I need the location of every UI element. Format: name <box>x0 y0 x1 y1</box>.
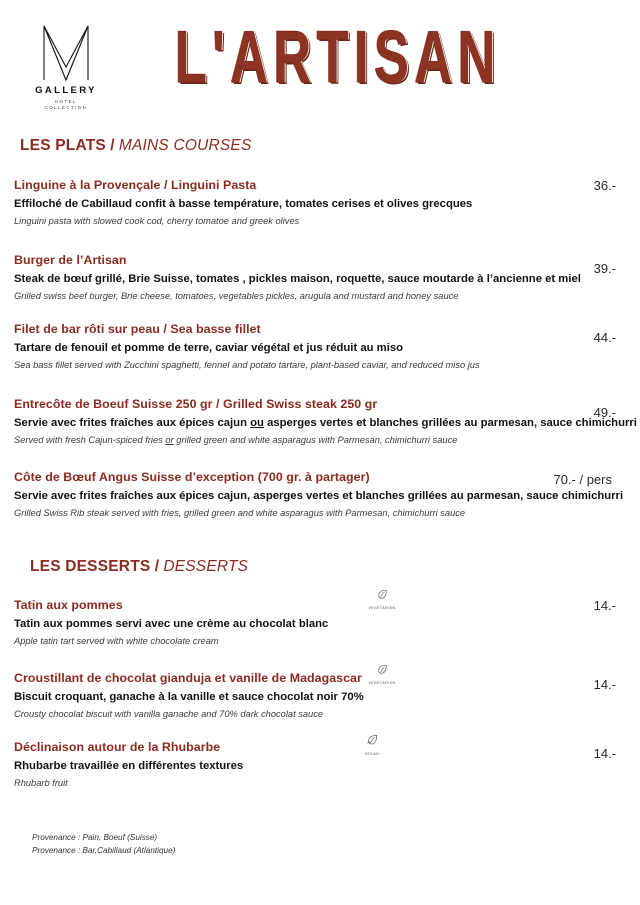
section-separator: / <box>150 558 164 575</box>
dish-description-fr-post: asperges vertes et blanches grillées au parmesan, sauce chimichurri <box>263 416 637 429</box>
provenance-line-1: Provenance : Pain, Boeuf (Suisse) <box>32 832 158 842</box>
dish-name: Filet de bar rôti sur peau / Sea basse fillet <box>14 322 261 336</box>
diet-badge-vegan <box>344 733 400 756</box>
diet-label: VEGETARIEN <box>368 681 396 685</box>
dish-description-en: Rhubarb fruit <box>14 777 68 788</box>
dish-description-fr: Rhubarbe travaillée en différentes textures <box>14 759 244 772</box>
dish-description-en: Grilled swiss beef burger, Brie cheese, tomatoes, vegetables pickles, arugula and mustard and honey sauce <box>14 290 459 301</box>
menu-item[interactable] <box>14 322 626 371</box>
logo-subline <box>30 99 102 111</box>
dish-description-fr: Servie avec frites fraîches aux épices cajun, asperges vertes et blanches grillées au parmesan, sauce chimichurri <box>14 489 624 502</box>
dish-description-fr-or: ou <box>250 416 264 429</box>
dish-description-fr: Steak de bœuf grillé, Brie Suisse, tomates , pickles maison, roquette, sauce moutarde à l’ancienne et miel <box>14 272 581 285</box>
menu-item[interactable] <box>14 598 626 647</box>
provenance-footer <box>32 831 175 858</box>
dish-description-en: Linguini pasta with slowed cook cod, cherry tomatoe and greek olives <box>14 215 300 226</box>
dish-name: Tatin aux pommes <box>14 598 123 612</box>
section-title-en: MAINS COURSES <box>118 137 252 154</box>
dish-description-en <box>14 434 626 447</box>
dish-description-en-post: grilled green and white asparagus with Parmesan, chimichurri sauce <box>173 434 458 445</box>
dish-price: 49.- <box>593 405 616 420</box>
dish-description-en: Crousty chocolat biscuit with vanilla ganache and 70% dark chocolat sauce <box>14 708 324 719</box>
dish-price: 14.- <box>593 677 616 692</box>
dish-price: 70.- / pers <box>553 472 612 487</box>
dish-name: Burger de l’Artisan <box>14 253 127 267</box>
logo-wordmark: GALLERY <box>35 85 97 96</box>
dish-description-en: Sea bass fillet served with Zucchini spaghetti, fennel and potato tartare, plant-based caviar, and reduced miso jus <box>14 359 480 370</box>
dish-description-en: Apple tatin tart served with white chocolate cream <box>14 635 219 646</box>
dish-description-en: Grilled Swiss Rib steak served with fries, grilled green and white asparagus with Parmesan, chimichurri sauce <box>14 507 466 518</box>
dish-price: 44.- <box>593 330 616 345</box>
dish-name: Déclinaison autour de la Rhubarbe <box>14 740 221 754</box>
dish-name: Croustillant de chocolat gianduja et vanille de Madagascar <box>14 671 362 685</box>
dish-price: 39.- <box>593 261 616 276</box>
dish-description-fr: Biscuit croquant, ganache à la vanille et sauce chocolat noir 70% <box>14 690 364 703</box>
m-monogram-icon <box>35 22 97 82</box>
diet-badge-vegetarian <box>354 663 410 685</box>
leaf-icon <box>376 663 389 676</box>
diet-badge-vegetarian <box>354 588 410 610</box>
diet-label: VEGAN <box>364 752 380 756</box>
section-title-fr: LES DESSERTS <box>30 558 151 575</box>
restaurant-title: L'ARTISAN <box>175 15 501 99</box>
diet-label: VEGETARIEN <box>368 606 396 610</box>
menu-item[interactable] <box>14 671 626 720</box>
dish-description-en-or: or <box>165 434 174 445</box>
section-heading-desserts <box>30 558 248 576</box>
section-title-en: DESSERTS <box>163 558 249 575</box>
mgallery-logo <box>30 22 102 111</box>
dish-description-fr-pre: Servie avec frites fraîches aux épices cajun <box>14 416 251 429</box>
menu-header <box>0 0 640 120</box>
dish-description-fr: Tatin aux pommes servi avec une crème au chocolat blanc <box>14 617 329 630</box>
dish-description-fr: Tartare de fenouil et pomme de terre, caviar végétal et jus réduit au miso <box>14 341 404 354</box>
dish-description-en-pre: Served with fresh Cajun-spiced fries <box>14 434 166 445</box>
dish-description-fr <box>14 416 637 431</box>
dish-name: Côte de Bœuf Angus Suisse d’exception (700 gr. à partager) <box>14 470 370 484</box>
logo-subline-2: COLLECTION <box>44 105 88 111</box>
menu-item[interactable] <box>14 740 626 789</box>
dish-description-fr: Effiloché de Cabillaud confit à basse température, tomates cerises et olives grecques <box>14 197 473 210</box>
section-separator: / <box>105 137 119 154</box>
provenance-line-2: Provenance : Bar,Cabillaud (Atlantique) <box>32 846 176 856</box>
dish-name: Entrecôte de Boeuf Suisse 250 gr / Grilled Swiss steak 250 gr <box>14 397 378 411</box>
section-title-fr: LES PLATS <box>20 137 106 154</box>
menu-item[interactable] <box>14 397 637 446</box>
logo-subline-1: HOTEL <box>55 99 77 104</box>
menu-item[interactable] <box>14 253 626 302</box>
dish-price: 36.- <box>593 178 616 193</box>
dish-name: Linguine à la Provençale / Linguini Pasta <box>14 178 257 192</box>
dish-price: 14.- <box>593 598 616 613</box>
leaf-icon <box>376 588 389 601</box>
leaf-sprout-icon <box>365 733 379 747</box>
menu-item[interactable] <box>14 178 626 227</box>
dish-price: 14.- <box>593 746 616 761</box>
menu-item[interactable] <box>14 470 626 519</box>
section-heading-mains <box>20 137 252 155</box>
